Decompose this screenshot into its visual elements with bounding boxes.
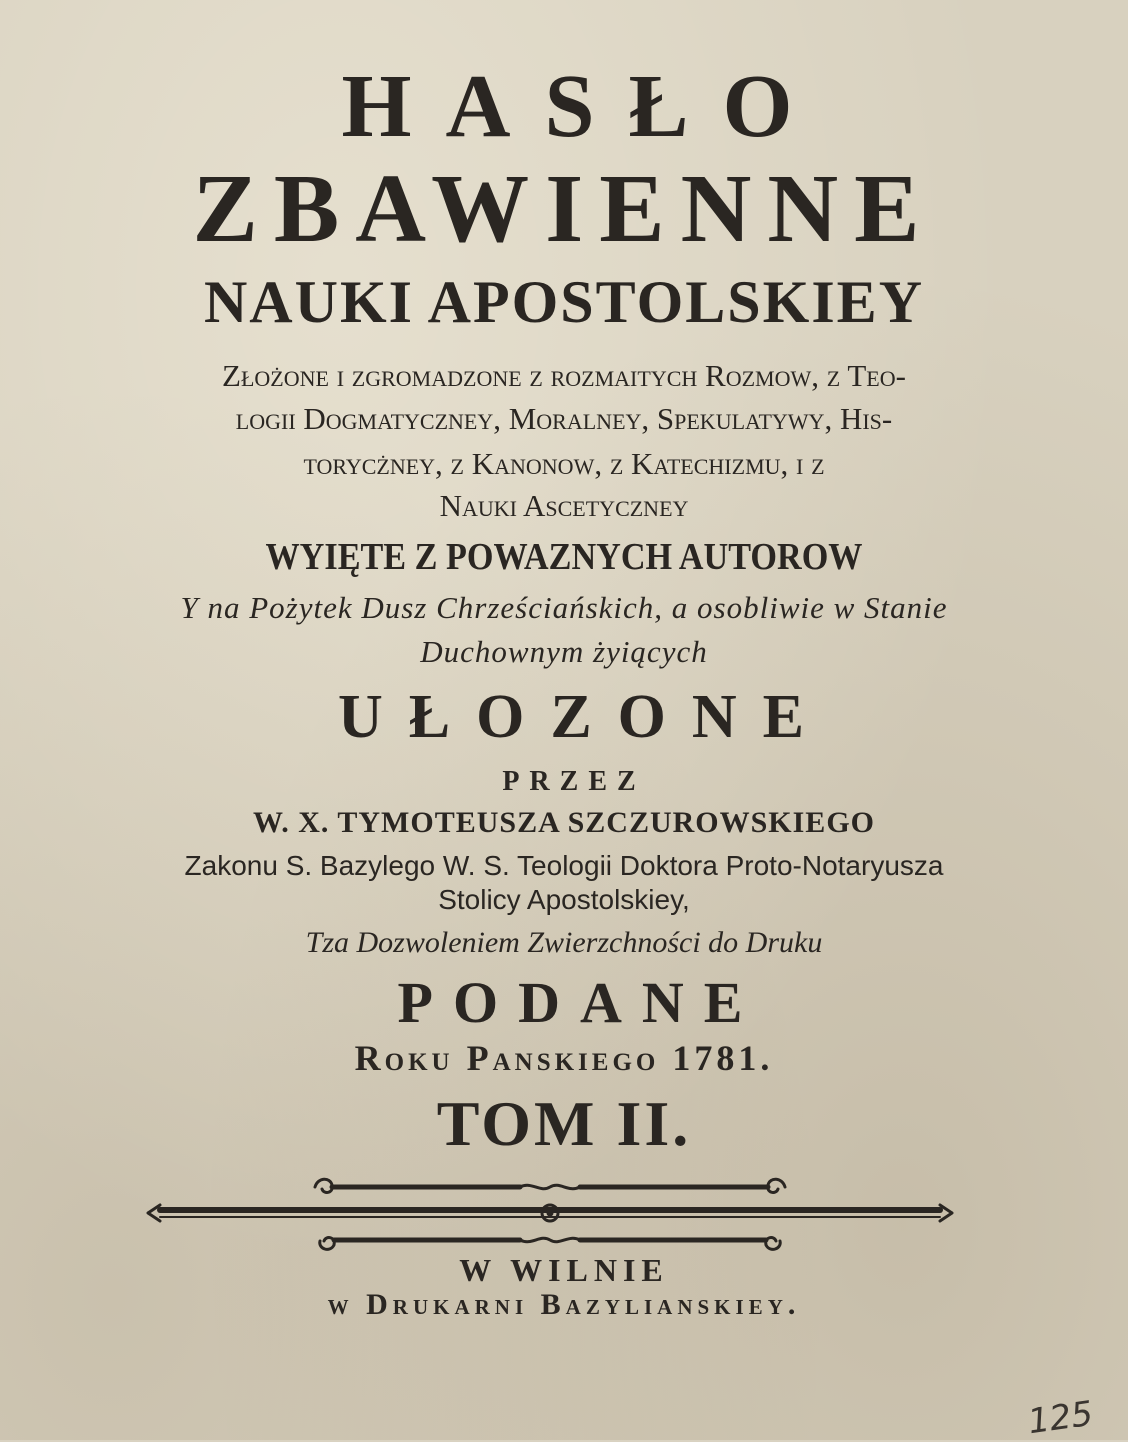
title-line-1: HASŁO: [341, 57, 827, 156]
handwritten-page-number: 125: [1025, 1393, 1096, 1442]
purpose-line: Duchownym żyiących: [420, 634, 708, 669]
place-line: W WILNIE: [459, 1252, 669, 1288]
purpose-line: Y na Pożytek Dusz Chrześciańskich, a osobliwie w Stanie: [180, 590, 948, 625]
title-line-3: NAUKI APOSTOLSKIEY: [203, 269, 925, 335]
author-title-line: Stolicy Apostolskiey,: [438, 884, 690, 915]
author-name: W. X. TYMOTEUSZA SZCZUROWSKIEGO: [253, 806, 875, 839]
submitted-heading: PODANE: [397, 970, 763, 1035]
ornament-rule: [140, 1165, 960, 1255]
by-label: PRZEZ: [502, 766, 646, 797]
permission-line: Tza Dozwoleniem Zwierzchności do Druku: [305, 926, 823, 959]
volume-heading: TOM II.: [436, 1088, 692, 1159]
subtitle-line: Złożone i zgromadzone z rozmaitych Rozmow, z Teo-: [222, 358, 906, 393]
arranged-heading: UŁOZONE: [337, 683, 831, 751]
printer-line: w Drukarni Bazylianskiey.: [327, 1288, 801, 1321]
subtitle-line: torycżney, z Kanonow, z Katechizmu, i z: [303, 446, 825, 481]
excerpt-line: WYIĘTE Z POWAZNYCH AUTOROW: [265, 536, 863, 578]
subtitle-line: Nauki Ascetyczney: [439, 488, 689, 523]
subtitle-line: logii Dogmatyczney, Moralney, Spekulatywy, His-: [235, 401, 893, 436]
year-line: Roku Panskiego 1781.: [354, 1038, 774, 1078]
title-line-2: ZBAWIENNE: [192, 155, 936, 263]
author-title-line: Zakonu S. Bazylego W. S. Teologii Doktora Proto-Notaryusza: [184, 850, 944, 881]
